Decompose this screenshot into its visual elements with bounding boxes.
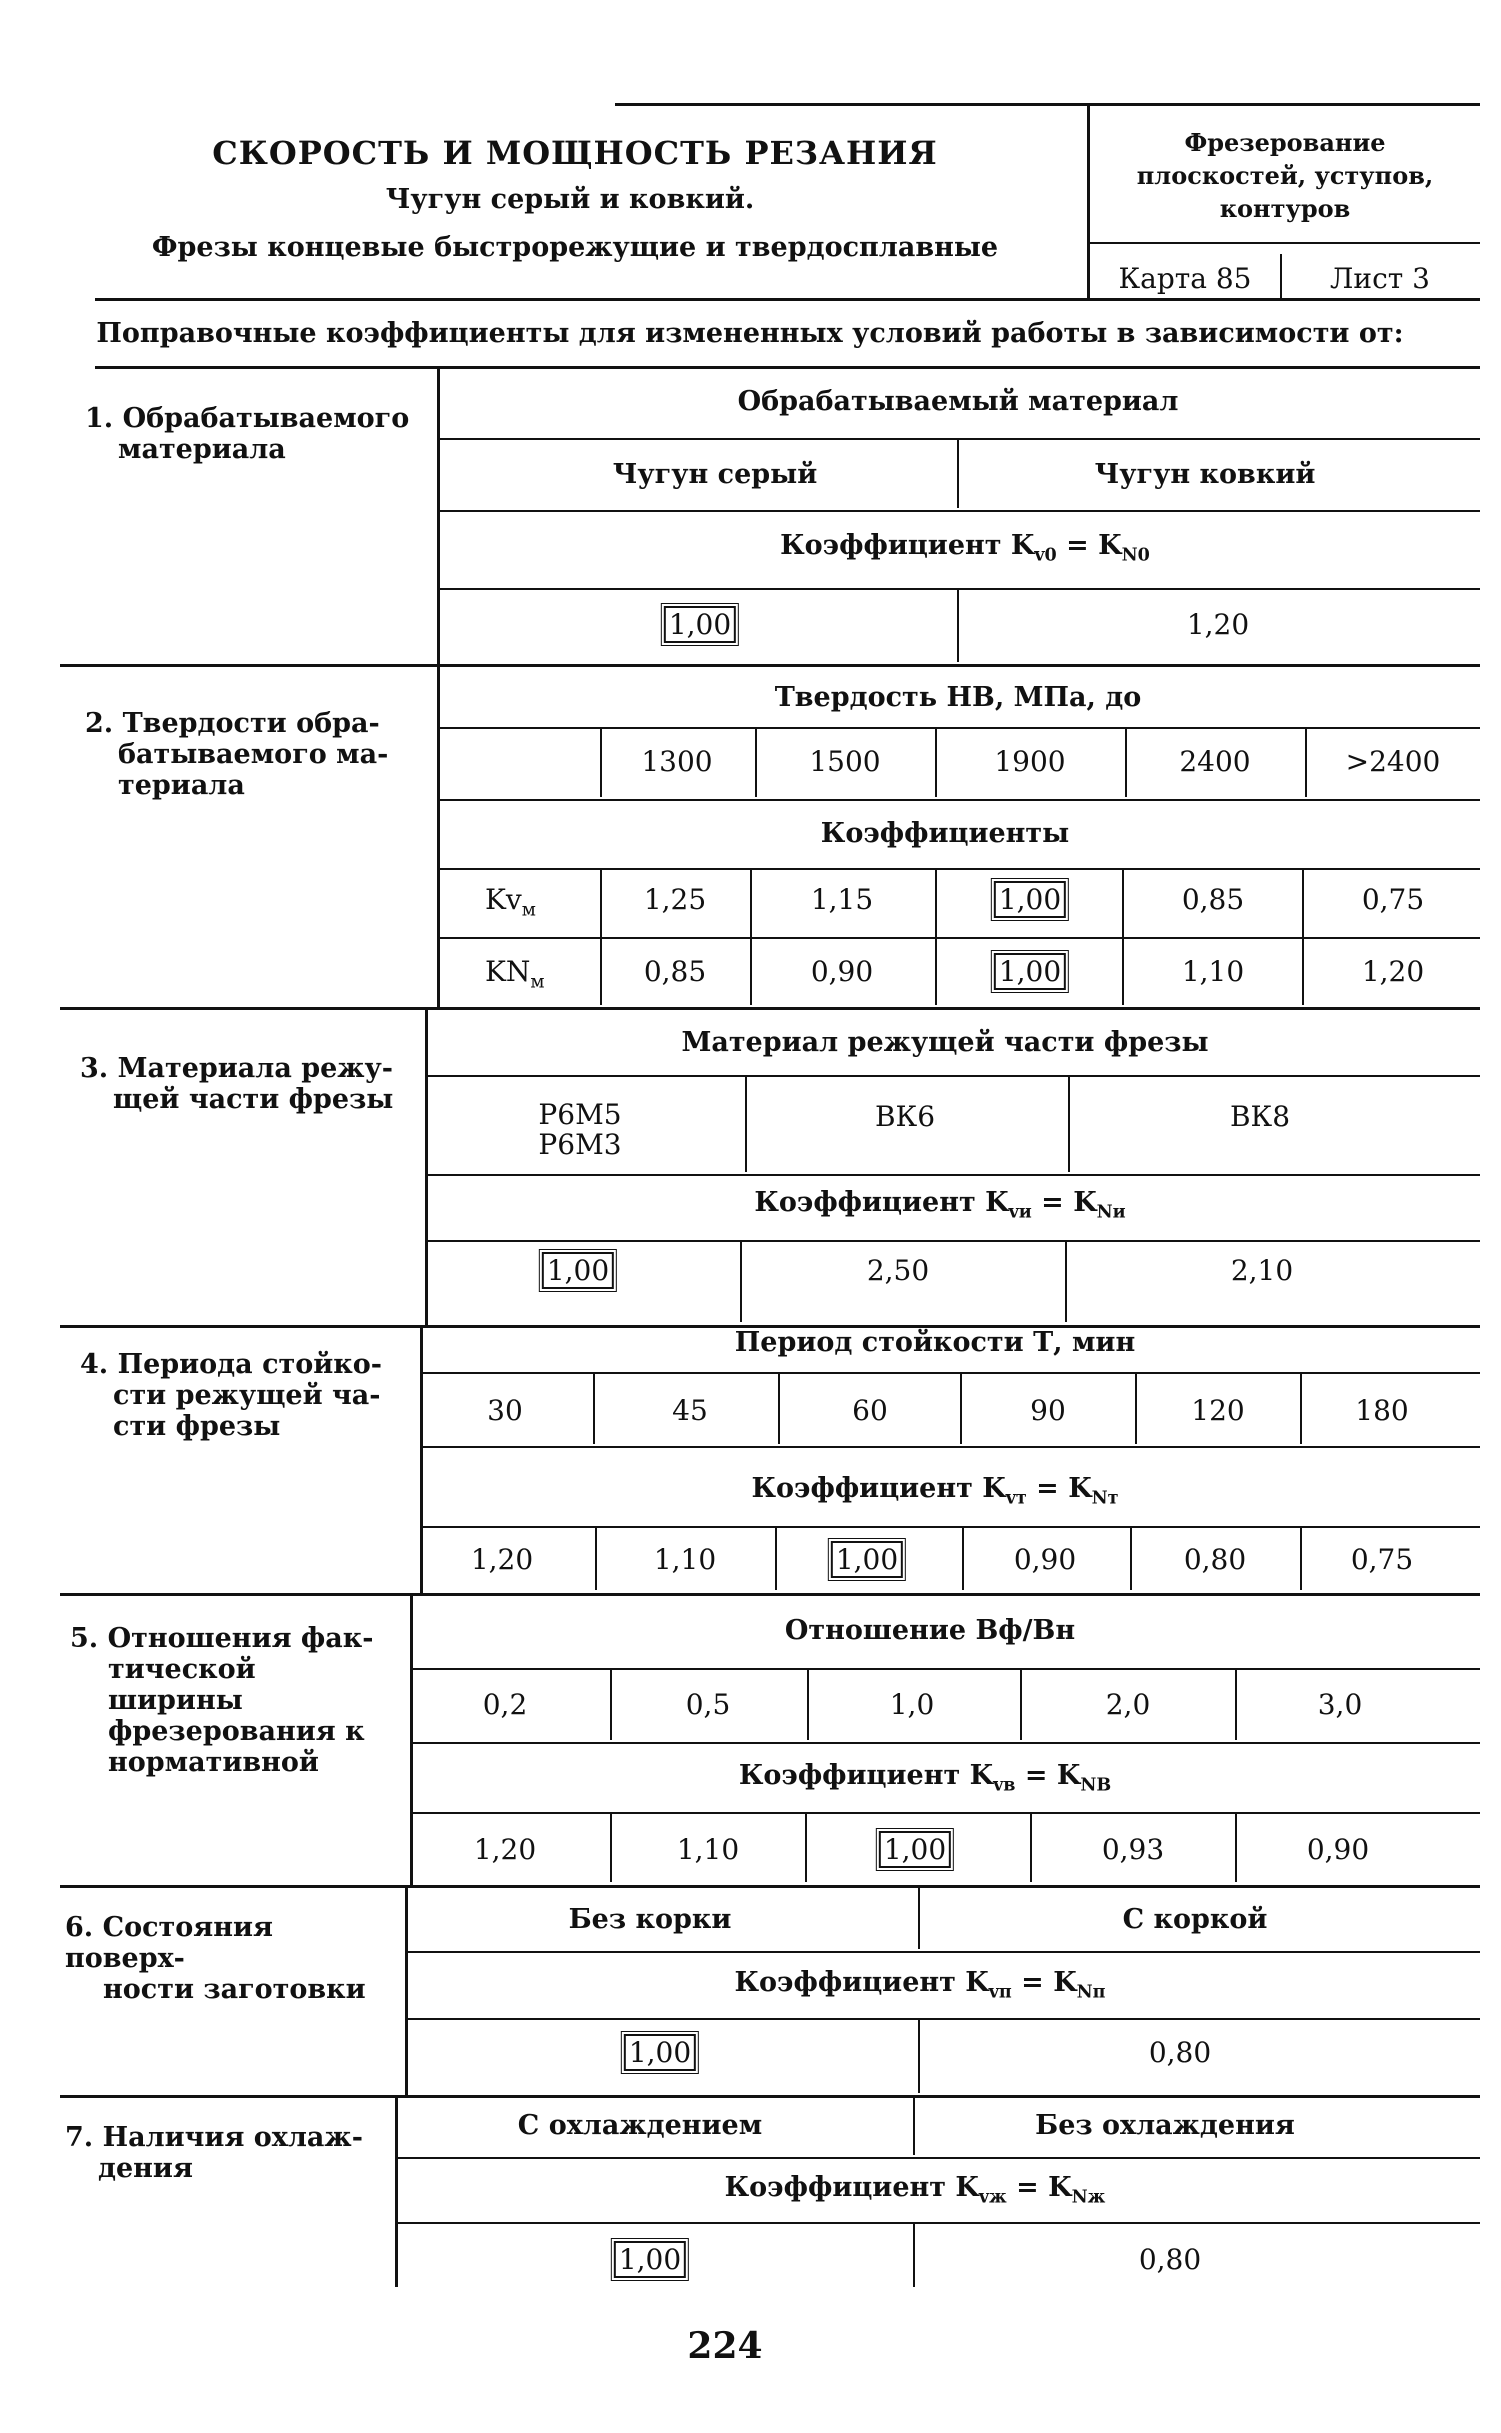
s2-rule-3 <box>440 868 1480 870</box>
section-2-label: 2. Твердости обра- батываемого ма- териала <box>85 708 389 801</box>
s3-mat-vk8: ВК8 <box>1229 1100 1291 1133</box>
s5-value-5: 0,90 <box>1306 1833 1370 1866</box>
s4-coef-label: Коэффициент $K_{vт} = K_{Nт}$ <box>751 1473 1119 1509</box>
s4-vdiv-b1 <box>595 1528 597 1590</box>
s1-rule-3 <box>440 588 1480 590</box>
section-7-label: 7. Наличия охлаж- дения <box>65 2122 363 2184</box>
s4-header: Период стойкости Т, мин <box>734 1327 1136 1358</box>
s4-period-180: 180 <box>1355 1394 1409 1427</box>
s3-mat-vk6: ВК6 <box>874 1100 936 1133</box>
s4-rule-3 <box>423 1526 1480 1528</box>
s2-hb-over-2400: >2400 <box>1345 745 1441 778</box>
s4-vdiv-a2 <box>778 1374 780 1444</box>
s7-vdiv-2 <box>913 2224 915 2287</box>
s2-row1-v5: 0,75 <box>1361 883 1425 916</box>
s5-value-3: 1,00 <box>879 1833 951 1866</box>
s6-vdiv-2 <box>918 2020 920 2093</box>
section-1-divider <box>437 366 440 664</box>
s5-vdiv-a2 <box>807 1670 809 1740</box>
s2-row2-label: $KN_м$ <box>485 955 545 993</box>
s7-col1: С охлаждением <box>517 2110 763 2141</box>
section-1-label: 1. Обрабатываемого материала <box>85 403 410 465</box>
s2-vdiv-a2 <box>755 729 757 797</box>
s5-vdiv-a1 <box>610 1670 612 1740</box>
s4-value-120: 0,80 <box>1183 1543 1247 1576</box>
s2-coef-header: Коэффициенты <box>820 818 1070 849</box>
s2-vdiv-a1 <box>600 729 602 797</box>
doc-title: СКОРОСТЬ И МОЩНОСТЬ РЕЗАНИЯ <box>212 134 938 172</box>
s6-coef-label: Коэффициент $K_{vп} = K_{Nп}$ <box>734 1967 1106 2003</box>
s3-vdiv-a1 <box>745 1077 747 1172</box>
header-bottom-rule <box>95 298 1480 301</box>
s4-vdiv-b5 <box>1300 1528 1302 1590</box>
s4-period-90: 90 <box>1030 1394 1066 1427</box>
s4-vdiv-b2 <box>775 1528 777 1590</box>
s3-rule-3 <box>428 1240 1480 1242</box>
section-1-bottom-rule <box>60 664 1480 667</box>
s2-vdiv-a4 <box>1125 729 1127 797</box>
s5-coef-label: Коэффициент $K_{vв} = K_{NB}$ <box>738 1760 1112 1796</box>
s2-rule-1 <box>440 727 1480 729</box>
s3-rule-2 <box>428 1174 1480 1176</box>
s1-coef-label: Коэффициент $K_{v0} = K_{N0}$ <box>780 530 1150 566</box>
s5-ratio-3: 1,0 <box>889 1688 935 1721</box>
s3-mat-hss: Р6М5 Р6М3 <box>538 1098 622 1161</box>
s7-value-cooling: 1,00 <box>614 2243 686 2276</box>
s7-rule-1 <box>398 2157 1480 2159</box>
page-number: 224 <box>687 2325 763 2367</box>
s5-vdiv-a4 <box>1235 1670 1237 1740</box>
s2-rule-4 <box>440 937 1480 939</box>
section-7-divider <box>395 2095 398 2287</box>
s2-row2-v4: 1,10 <box>1181 955 1245 988</box>
s4-vdiv-b4 <box>1130 1528 1132 1590</box>
s3-coef-label: Коэффициент $K_{vи} = K_{Nи}$ <box>754 1187 1126 1223</box>
intro-rule <box>95 366 1480 369</box>
s1-vdiv-1 <box>957 440 959 508</box>
s6-col2: С коркой <box>1122 1904 1268 1935</box>
section-6-bottom-rule <box>60 2095 1480 2098</box>
section-3-divider <box>425 1007 428 1325</box>
s1-header: Обрабатываемый материал <box>737 386 1179 417</box>
s3-value-vk6: 2,50 <box>866 1254 930 1287</box>
s2-vdiv-a5 <box>1305 729 1307 797</box>
section-5-bottom-rule <box>60 1885 1480 1888</box>
s3-value-hss: 1,00 <box>542 1254 614 1287</box>
section-5-label: 5. Отношения фак- тической ширины фрезерования к нормативной <box>70 1623 374 1778</box>
s7-vdiv-1 <box>913 2097 915 2155</box>
s5-value-2: 1,10 <box>676 1833 740 1866</box>
s4-period-30: 30 <box>487 1394 523 1427</box>
s4-value-45: 1,10 <box>653 1543 717 1576</box>
s4-value-180: 0,75 <box>1350 1543 1414 1576</box>
s1-col2: Чугун ковкий <box>1094 459 1316 490</box>
s2-row2-v1: 0,85 <box>643 955 707 988</box>
s2-row1-label: $Kv_м$ <box>485 883 536 921</box>
s2-row1-v2: 1,15 <box>810 883 874 916</box>
s4-rule-2 <box>423 1446 1480 1448</box>
s2-vdiv-a3 <box>935 729 937 797</box>
s6-rule-1 <box>408 1951 1480 1953</box>
s5-ratio-2: 0,5 <box>685 1688 731 1721</box>
s4-vdiv-b3 <box>962 1528 964 1590</box>
s5-vdiv-b1 <box>610 1814 612 1882</box>
s2-hb-2400: 2400 <box>1179 745 1251 778</box>
s7-coef-label: Коэффициент $K_{vж} = K_{Nж}$ <box>724 2172 1106 2208</box>
section-4-label: 4. Периода стойко- сти режущей ча- сти фрезы <box>80 1349 382 1442</box>
s3-vdiv-b1 <box>740 1242 742 1322</box>
s5-rule-1 <box>413 1668 1480 1670</box>
card-rule <box>1087 242 1480 244</box>
s5-vdiv-a3 <box>1020 1670 1022 1740</box>
section-2-bottom-rule <box>60 1007 1480 1010</box>
card-sheet-divider <box>1280 254 1282 298</box>
s1-value-malleable: 1,20 <box>1186 608 1250 641</box>
s2-hb-1500: 1500 <box>809 745 881 778</box>
s1-vdiv-2 <box>957 590 959 662</box>
intro-text: Поправочные коэффициенты для измененных условий работы в зависимости от: <box>96 318 1404 349</box>
s2-row2-v3: 1,00 <box>994 955 1066 988</box>
s2-rule-2 <box>440 799 1480 801</box>
section-6-label: 6. Состояния поверх- ности заготовки <box>65 1912 366 2005</box>
section-2-divider <box>437 664 440 1007</box>
operation-line1: Фрезерование <box>1184 128 1386 157</box>
operation-line2: плоскостей, уступов, <box>1136 161 1434 190</box>
s5-vdiv-b2 <box>805 1814 807 1882</box>
s1-rule-2 <box>440 510 1480 512</box>
s6-value-no-crust: 1,00 <box>624 2036 696 2069</box>
s6-rule-2 <box>408 2018 1480 2020</box>
card-number: Карта 85 <box>1118 262 1252 295</box>
s2-hb-1300: 1300 <box>641 745 713 778</box>
s4-vdiv-a1 <box>593 1374 595 1444</box>
s4-value-60: 1,00 <box>831 1543 903 1576</box>
s3-value-vk8: 2,10 <box>1230 1254 1294 1287</box>
s6-value-crust: 0,80 <box>1148 2036 1212 2069</box>
doc-tools: Фрезы концевые быстрорежущие и твердосплавные <box>151 232 999 263</box>
s5-ratio-1: 0,2 <box>482 1688 528 1721</box>
s7-value-no-cooling: 0,80 <box>1138 2243 1202 2276</box>
s2-header: Твердость HB, МПа, до <box>774 682 1142 713</box>
section-3-label: 3. Материала режу- щей части фрезы <box>80 1053 394 1115</box>
s2-row2-v2: 0,90 <box>810 955 874 988</box>
s2-row1-v4: 0,85 <box>1181 883 1245 916</box>
s4-value-30: 1,20 <box>470 1543 534 1576</box>
s4-vdiv-a3 <box>960 1374 962 1444</box>
s1-col1: Чугун серый <box>612 459 818 490</box>
s4-period-45: 45 <box>672 1394 708 1427</box>
sheet-number: Лист 3 <box>1330 262 1430 295</box>
s4-period-60: 60 <box>852 1394 888 1427</box>
s3-vdiv-b2 <box>1065 1242 1067 1322</box>
s5-ratio-4: 2,0 <box>1105 1688 1151 1721</box>
s5-rule-3 <box>413 1812 1480 1814</box>
doc-subtitle: Чугун серый и ковкий. <box>385 184 755 215</box>
s5-rule-2 <box>413 1742 1480 1744</box>
s2-row1-v3: 1,00 <box>994 883 1066 916</box>
s4-rule-1 <box>423 1372 1480 1374</box>
s6-vdiv-1 <box>918 1887 920 1949</box>
s2-row2-v5: 1,20 <box>1361 955 1425 988</box>
s2-row1-v1: 1,25 <box>643 883 707 916</box>
section-5-divider <box>410 1593 413 1885</box>
s5-header: Отношение Bф/Bн <box>784 1615 1076 1646</box>
s3-vdiv-a2 <box>1068 1077 1070 1172</box>
s5-value-4: 0,93 <box>1101 1833 1165 1866</box>
s4-vdiv-a5 <box>1300 1374 1302 1444</box>
s5-vdiv-b4 <box>1235 1814 1237 1882</box>
s4-period-120: 120 <box>1191 1394 1245 1427</box>
s7-col2: Без охлаждения <box>1035 2110 1295 2141</box>
s3-header: Материал режущей части фрезы <box>681 1027 1209 1058</box>
operation-line3: контуров <box>1219 194 1351 223</box>
header-divider <box>1087 103 1090 298</box>
s2-hb-1900: 1900 <box>994 745 1066 778</box>
s5-ratio-5: 3,0 <box>1317 1688 1363 1721</box>
s3-rule-1 <box>428 1075 1480 1077</box>
s5-value-1: 1,20 <box>473 1833 537 1866</box>
s1-value-grey: 1,00 <box>664 608 736 641</box>
section-6-divider <box>405 1885 408 2095</box>
s7-rule-2 <box>398 2222 1480 2224</box>
section-4-divider <box>420 1325 423 1593</box>
s1-rule-1 <box>440 438 1480 440</box>
s6-col1: Без корки <box>568 1904 732 1935</box>
header-top-rule <box>615 103 1480 106</box>
section-4-bottom-rule <box>60 1593 1480 1596</box>
s5-vdiv-b3 <box>1030 1814 1032 1882</box>
s4-value-90: 0,90 <box>1013 1543 1077 1576</box>
s4-vdiv-a4 <box>1135 1374 1137 1444</box>
